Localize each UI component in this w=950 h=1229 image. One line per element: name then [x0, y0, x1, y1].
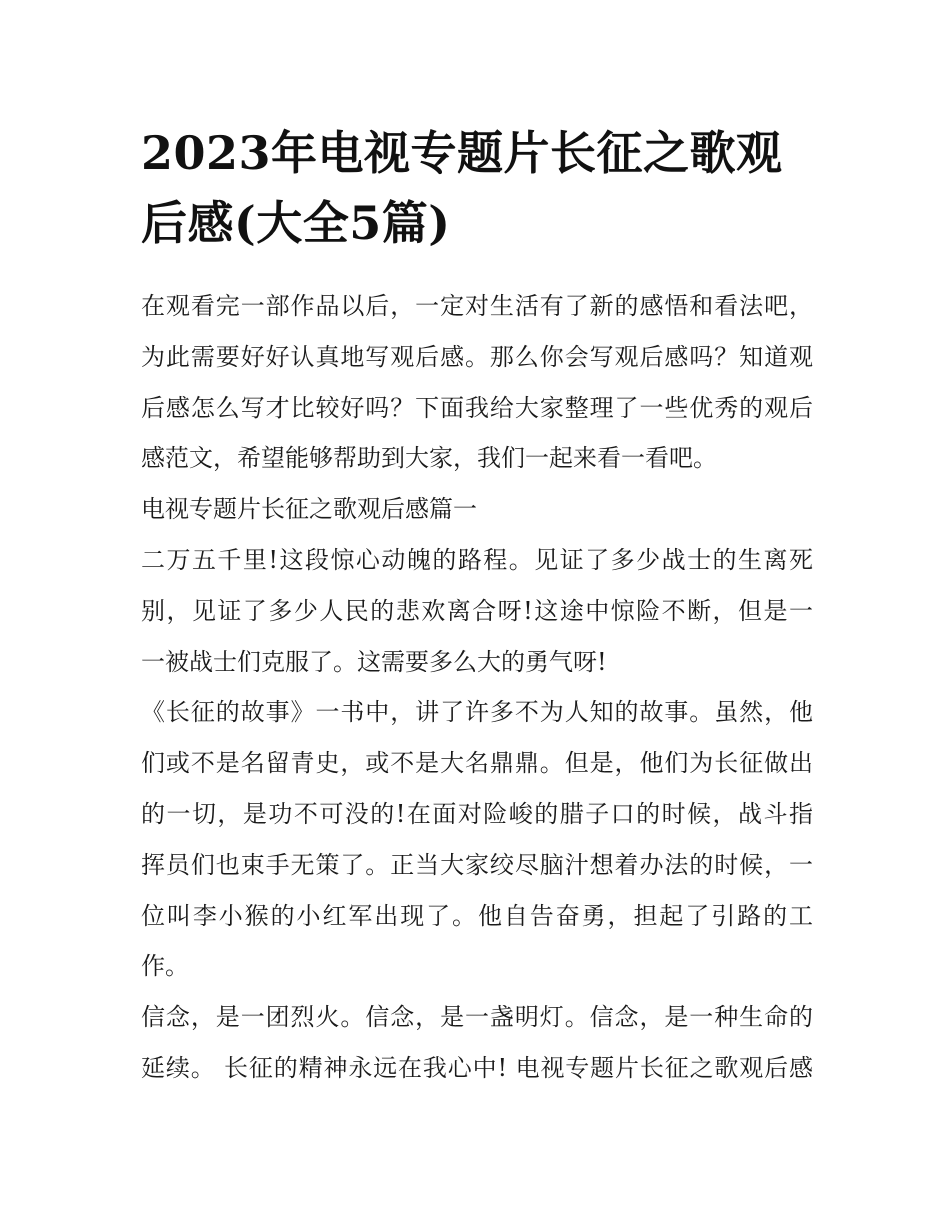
text-line: 位叫李小猴的小红军出现了。他自告奋勇，担起了引路的工 — [141, 901, 813, 930]
title-line: 后感(大全5篇) — [141, 196, 451, 250]
text-line: 一被战士们克服了。这需要多么大的勇气呀! — [141, 647, 607, 676]
text-line: 《长征的故事》一书中，讲了许多不为人知的故事。虽然，他 — [141, 698, 813, 727]
text-line: 别，见证了多少人民的悲欢离合呀!这途中惊险不断，但是一 — [141, 596, 813, 625]
text-line: 在观看完一部作品以后，一定对生活有了新的感悟和看法吧， — [141, 292, 813, 320]
document-title — [141, 118, 813, 258]
document-body — [141, 281, 813, 1094]
text-line: 二万五千里!这段惊心动魄的路程。见证了多少战士的生离死 — [141, 545, 813, 574]
text-line: 延续。 长征的精神永远在我心中! 电视专题片长征之歌观后感 — [141, 1053, 813, 1082]
text-line: 们或不是名留青史，或不是大名鼎鼎。但是，他们为长征做出 — [141, 749, 813, 778]
text-line: 为此需要好好认真地写观后感。那么你会写观后感吗？知道观 — [141, 342, 813, 371]
text-line: 后感怎么写才比较好吗？下面我给大家整理了一些优秀的观后 — [141, 393, 813, 422]
text-line: 电视专题片长征之歌观后感篇一 — [141, 495, 477, 524]
text-line: 信念，是一团烈火。信念，是一盏明灯。信念，是一种生命的 — [141, 1003, 813, 1032]
text-line: 作。 — [141, 952, 189, 981]
text-line: 感范文，希望能够帮助到大家，我们一起来看一看吧。 — [141, 444, 717, 473]
document-page — [141, 118, 813, 1094]
text-line: 的一切，是功不可没的!在面对险峻的腊子口的时候，战斗指 — [141, 799, 813, 828]
text-line: 挥员们也束手无策了。正当大家绞尽脑汁想着办法的时候，一 — [141, 850, 813, 879]
title-line: 2023年电视专题片长征之歌观 — [141, 126, 783, 180]
